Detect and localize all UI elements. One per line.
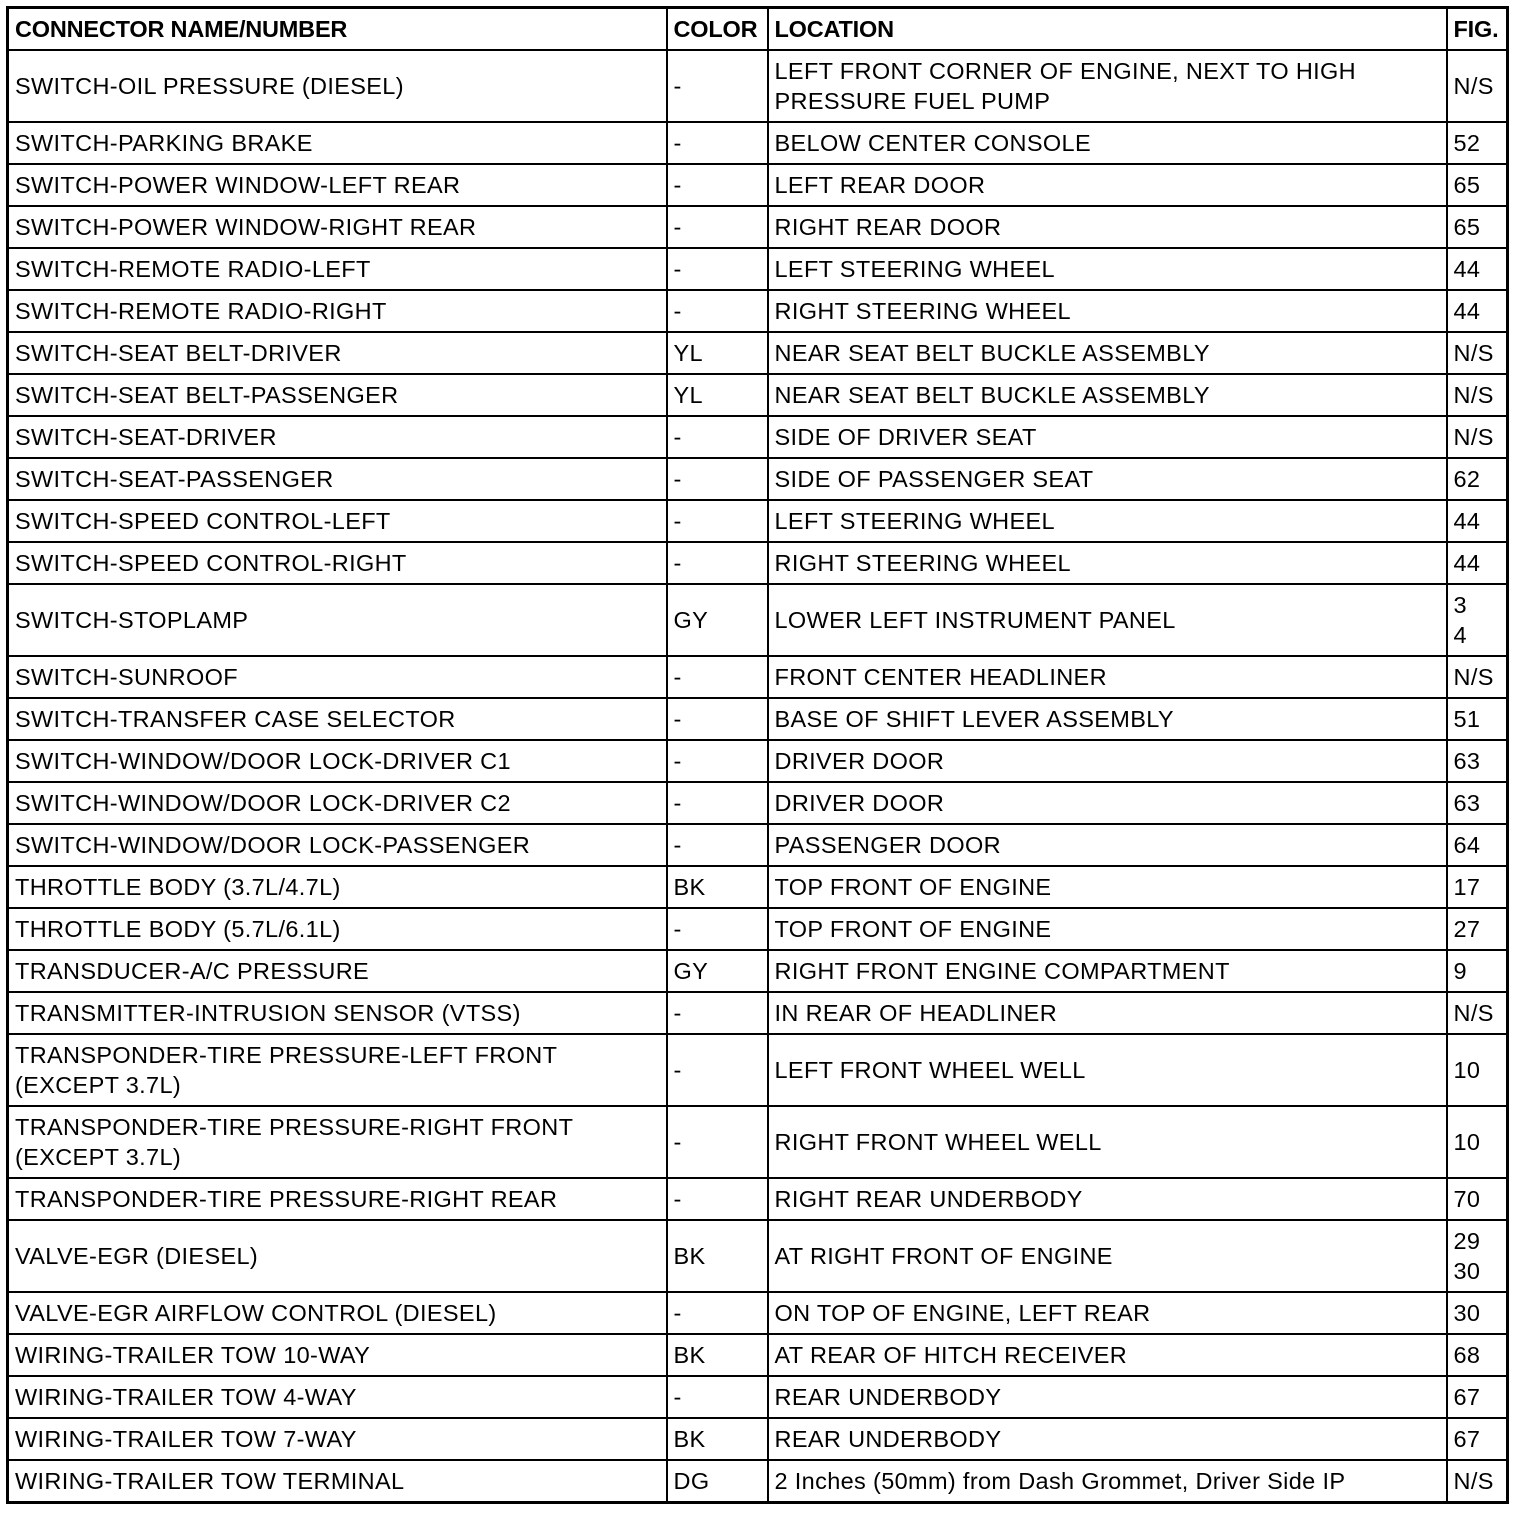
color-cell: - [667, 542, 768, 584]
table-row [8, 656, 1508, 698]
table-row [8, 332, 1508, 374]
fig-number: 17 [1453, 874, 1481, 900]
location-cell: IN REAR OF HEADLINER [768, 992, 1447, 1034]
fig-cell [1447, 374, 1508, 416]
fig-number: 65 [1453, 172, 1481, 198]
fig-cell [1447, 824, 1508, 866]
location-cell: AT RIGHT FRONT OF ENGINE [768, 1220, 1447, 1292]
location-cell: PASSENGER DOOR [768, 824, 1447, 866]
color-cell: - [667, 992, 768, 1034]
fig-number: 67 [1453, 1384, 1481, 1410]
color-cell: - [667, 122, 768, 164]
connector-name-cell: SWITCH-SEAT BELT-DRIVER [8, 332, 667, 374]
fig-cell [1447, 416, 1508, 458]
connector-name-cell: WIRING-TRAILER TOW 10-WAY [8, 1334, 667, 1376]
connector-name-cell: TRANSMITTER-INTRUSION SENSOR (VTSS) [8, 992, 667, 1034]
table-row [8, 698, 1508, 740]
table-row [8, 824, 1508, 866]
connector-name-cell: SWITCH-SEAT-PASSENGER [8, 458, 667, 500]
fig-number: 64 [1453, 832, 1481, 858]
location-cell: ON TOP OF ENGINE, LEFT REAR [768, 1292, 1447, 1334]
connector-name-cell: VALVE-EGR (DIESEL) [8, 1220, 667, 1292]
location-cell: LEFT STEERING WHEEL [768, 500, 1447, 542]
fig-cell [1447, 1106, 1508, 1178]
header-fig: FIG. [1447, 8, 1508, 51]
color-cell: - [667, 206, 768, 248]
connector-name-cell: SWITCH-REMOTE RADIO-RIGHT [8, 290, 667, 332]
table-row [8, 500, 1508, 542]
color-cell: - [667, 164, 768, 206]
connector-name-cell: SWITCH-TRANSFER CASE SELECTOR [8, 698, 667, 740]
fig-number: N/S [1453, 1000, 1494, 1026]
fig-cell [1447, 50, 1508, 122]
fig-number: N/S [1453, 382, 1494, 408]
location-cell: TOP FRONT OF ENGINE [768, 866, 1447, 908]
location-cell: TOP FRONT OF ENGINE [768, 908, 1447, 950]
table-row [8, 374, 1508, 416]
fig-cell [1447, 1418, 1508, 1460]
location-cell: REAR UNDERBODY [768, 1418, 1447, 1460]
fig-number: 4 [1453, 622, 1467, 648]
connector-name-cell: SWITCH-SPEED CONTROL-LEFT [8, 500, 667, 542]
connector-name-cell: SWITCH-SPEED CONTROL-RIGHT [8, 542, 667, 584]
color-cell: - [667, 1106, 768, 1178]
location-cell: NEAR SEAT BELT BUCKLE ASSEMBLY [768, 332, 1447, 374]
color-cell: YL [667, 374, 768, 416]
color-cell: YL [667, 332, 768, 374]
table-row [8, 950, 1508, 992]
fig-cell [1447, 698, 1508, 740]
location-cell: LEFT FRONT CORNER OF ENGINE, NEXT TO HIGH PRESSURE FUEL PUMP [768, 50, 1447, 122]
table-body [8, 50, 1508, 1503]
fig-cell [1447, 542, 1508, 584]
fig-number: 30 [1453, 1258, 1481, 1284]
location-cell: NEAR SEAT BELT BUCKLE ASSEMBLY [768, 374, 1447, 416]
connector-name-cell: THROTTLE BODY (5.7L/6.1L) [8, 908, 667, 950]
connector-name-cell: TRANSDUCER-A/C PRESSURE [8, 950, 667, 992]
header-row [8, 8, 1508, 51]
fig-number: 70 [1453, 1186, 1481, 1212]
fig-cell [1447, 164, 1508, 206]
fig-number: 44 [1453, 550, 1481, 576]
color-cell: BK [667, 866, 768, 908]
fig-cell [1447, 1034, 1508, 1106]
fig-number: 63 [1453, 748, 1481, 774]
location-cell: DRIVER DOOR [768, 740, 1447, 782]
table-row [8, 416, 1508, 458]
fig-cell [1447, 866, 1508, 908]
fig-cell [1447, 992, 1508, 1034]
location-cell: BELOW CENTER CONSOLE [768, 122, 1447, 164]
fig-number: 3 [1453, 592, 1467, 618]
table-row [8, 206, 1508, 248]
fig-number: 30 [1453, 1300, 1481, 1326]
location-cell: LOWER LEFT INSTRUMENT PANEL [768, 584, 1447, 656]
table-row [8, 542, 1508, 584]
table-row [8, 908, 1508, 950]
fig-cell [1447, 206, 1508, 248]
fig-number: 9 [1453, 958, 1467, 984]
fig-number: N/S [1453, 73, 1494, 99]
fig-number: 44 [1453, 508, 1481, 534]
header-location: LOCATION [768, 8, 1447, 51]
connector-name-cell: WIRING-TRAILER TOW TERMINAL [8, 1460, 667, 1503]
fig-number: 44 [1453, 256, 1481, 282]
fig-number: 62 [1453, 466, 1481, 492]
fig-cell [1447, 1376, 1508, 1418]
color-cell: - [667, 1376, 768, 1418]
fig-cell [1447, 248, 1508, 290]
location-cell: RIGHT STEERING WHEEL [768, 290, 1447, 332]
fig-number: N/S [1453, 340, 1494, 366]
color-cell: - [667, 50, 768, 122]
color-cell: - [667, 458, 768, 500]
location-cell: SIDE OF PASSENGER SEAT [768, 458, 1447, 500]
fig-cell [1447, 122, 1508, 164]
color-cell: - [667, 908, 768, 950]
table-row [8, 1334, 1508, 1376]
fig-number: 29 [1453, 1228, 1481, 1254]
color-cell: - [667, 656, 768, 698]
location-cell: RIGHT FRONT WHEEL WELL [768, 1106, 1447, 1178]
fig-number: 68 [1453, 1342, 1481, 1368]
table-row [8, 740, 1508, 782]
table-row [8, 782, 1508, 824]
connector-name-cell: SWITCH-REMOTE RADIO-LEFT [8, 248, 667, 290]
connector-name-cell: TRANSPONDER-TIRE PRESSURE-LEFT FRONT (EXCEPT 3.7L) [8, 1034, 667, 1106]
color-cell: DG [667, 1460, 768, 1503]
location-cell: RIGHT REAR DOOR [768, 206, 1447, 248]
location-cell: LEFT REAR DOOR [768, 164, 1447, 206]
fig-cell [1447, 740, 1508, 782]
color-cell: - [667, 1178, 768, 1220]
fig-number: 51 [1453, 706, 1481, 732]
location-cell: RIGHT FRONT ENGINE COMPARTMENT [768, 950, 1447, 992]
connector-name-cell: WIRING-TRAILER TOW 4-WAY [8, 1376, 667, 1418]
fig-cell [1447, 1220, 1508, 1292]
location-cell: LEFT FRONT WHEEL WELL [768, 1034, 1447, 1106]
table-row [8, 1034, 1508, 1106]
location-cell: RIGHT STEERING WHEEL [768, 542, 1447, 584]
connector-name-cell: SWITCH-PARKING BRAKE [8, 122, 667, 164]
table-row [8, 50, 1508, 122]
fig-cell [1447, 1334, 1508, 1376]
location-cell: 2 Inches (50mm) from Dash Grommet, Driver Side IP [768, 1460, 1447, 1503]
fig-cell [1447, 584, 1508, 656]
header-color: COLOR [667, 8, 768, 51]
connector-name-cell: SWITCH-POWER WINDOW-LEFT REAR [8, 164, 667, 206]
fig-number: 67 [1453, 1426, 1481, 1452]
fig-cell [1447, 290, 1508, 332]
fig-cell [1447, 332, 1508, 374]
fig-number: 10 [1453, 1057, 1481, 1083]
location-cell: FRONT CENTER HEADLINER [768, 656, 1447, 698]
table-row [8, 290, 1508, 332]
color-cell: - [667, 782, 768, 824]
table-row [8, 1418, 1508, 1460]
table-row [8, 866, 1508, 908]
fig-number: 27 [1453, 916, 1481, 942]
fig-cell [1447, 656, 1508, 698]
connector-name-cell: SWITCH-SUNROOF [8, 656, 667, 698]
table-row [8, 1178, 1508, 1220]
table-row [8, 248, 1508, 290]
color-cell: GY [667, 950, 768, 992]
fig-cell [1447, 1178, 1508, 1220]
table-row [8, 584, 1508, 656]
fig-number: N/S [1453, 424, 1494, 450]
color-cell: BK [667, 1220, 768, 1292]
color-cell: - [667, 1292, 768, 1334]
color-cell: - [667, 416, 768, 458]
connector-name-cell: SWITCH-WINDOW/DOOR LOCK-DRIVER C1 [8, 740, 667, 782]
connector-name-cell: SWITCH-SEAT-DRIVER [8, 416, 667, 458]
fig-number: 10 [1453, 1129, 1481, 1155]
color-cell: - [667, 1034, 768, 1106]
connector-name-cell: TRANSPONDER-TIRE PRESSURE-RIGHT REAR [8, 1178, 667, 1220]
table-row [8, 1106, 1508, 1178]
location-cell: LEFT STEERING WHEEL [768, 248, 1447, 290]
table-row [8, 1376, 1508, 1418]
connector-name-cell: SWITCH-STOPLAMP [8, 584, 667, 656]
header-connector-name: CONNECTOR NAME/NUMBER [8, 8, 667, 51]
fig-number: N/S [1453, 664, 1494, 690]
connector-location-table [6, 6, 1509, 1504]
fig-cell [1447, 1292, 1508, 1334]
table-row [8, 122, 1508, 164]
table-row [8, 1220, 1508, 1292]
location-cell: AT REAR OF HITCH RECEIVER [768, 1334, 1447, 1376]
connector-name-cell: SWITCH-WINDOW/DOOR LOCK-PASSENGER [8, 824, 667, 866]
connector-name-cell: WIRING-TRAILER TOW 7-WAY [8, 1418, 667, 1460]
fig-cell [1447, 782, 1508, 824]
fig-cell [1447, 500, 1508, 542]
fig-number: 44 [1453, 298, 1481, 324]
connector-name-cell: TRANSPONDER-TIRE PRESSURE-RIGHT FRONT (EXCEPT 3.7L) [8, 1106, 667, 1178]
fig-cell [1447, 950, 1508, 992]
color-cell: - [667, 290, 768, 332]
table-row [8, 992, 1508, 1034]
connector-name-cell: SWITCH-WINDOW/DOOR LOCK-DRIVER C2 [8, 782, 667, 824]
fig-number: N/S [1453, 1468, 1494, 1494]
connector-name-cell: THROTTLE BODY (3.7L/4.7L) [8, 866, 667, 908]
color-cell: - [667, 824, 768, 866]
location-cell: RIGHT REAR UNDERBODY [768, 1178, 1447, 1220]
fig-cell [1447, 1460, 1508, 1503]
color-cell: - [667, 500, 768, 542]
table-row [8, 458, 1508, 500]
fig-cell [1447, 458, 1508, 500]
color-cell: GY [667, 584, 768, 656]
location-cell: DRIVER DOOR [768, 782, 1447, 824]
fig-number: 63 [1453, 790, 1481, 816]
color-cell: BK [667, 1334, 768, 1376]
location-cell: SIDE OF DRIVER SEAT [768, 416, 1447, 458]
table-row [8, 164, 1508, 206]
color-cell: - [667, 698, 768, 740]
table-row [8, 1292, 1508, 1334]
color-cell: BK [667, 1418, 768, 1460]
connector-name-cell: SWITCH-POWER WINDOW-RIGHT REAR [8, 206, 667, 248]
color-cell: - [667, 248, 768, 290]
color-cell: - [667, 740, 768, 782]
table-row [8, 1460, 1508, 1503]
location-cell: REAR UNDERBODY [768, 1376, 1447, 1418]
connector-name-cell: SWITCH-OIL PRESSURE (DIESEL) [8, 50, 667, 122]
fig-cell [1447, 908, 1508, 950]
fig-number: 65 [1453, 214, 1481, 240]
fig-number: 52 [1453, 130, 1481, 156]
location-cell: BASE OF SHIFT LEVER ASSEMBLY [768, 698, 1447, 740]
connector-name-cell: VALVE-EGR AIRFLOW CONTROL (DIESEL) [8, 1292, 667, 1334]
connector-name-cell: SWITCH-SEAT BELT-PASSENGER [8, 374, 667, 416]
